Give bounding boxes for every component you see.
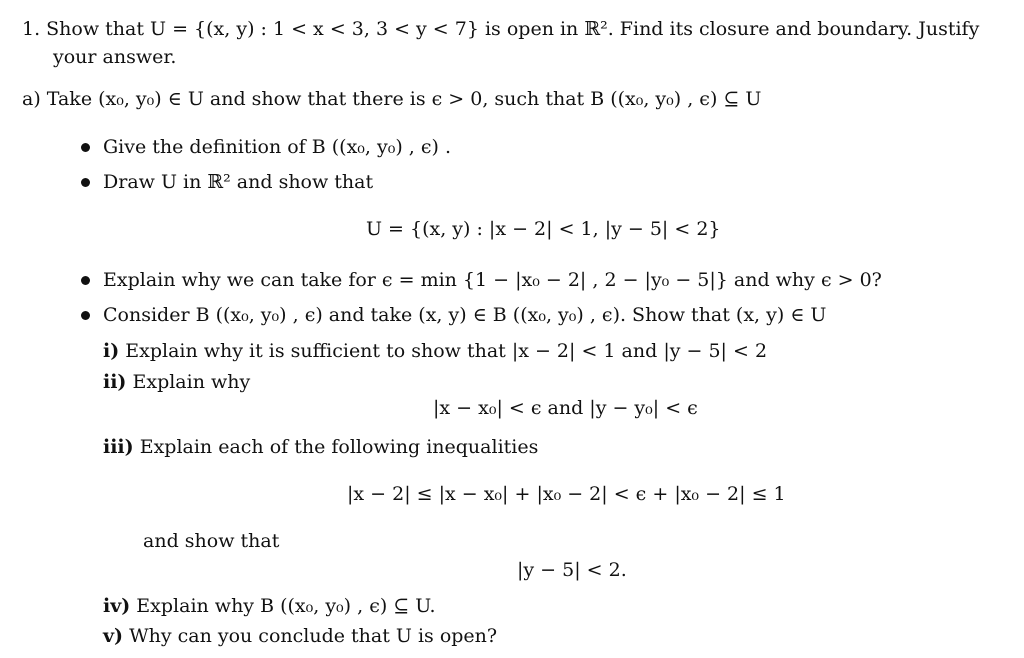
problem-line-1: 1. Show that U = {(x, y) : 1 < x < 3, 3 < y < 7} is open in ℝ². Find its closure and boundary. Justify	[22, 18, 980, 40]
sub-text-ii: Explain why	[132, 371, 251, 393]
sub-text-iii: Explain each of the following inequalities	[139, 436, 539, 458]
bullet-icon	[81, 143, 90, 152]
problem-line-2: your answer.	[53, 46, 177, 68]
equation-iii-2: |y − 5| < 2.	[517, 559, 627, 581]
sub-text-v: Why can you conclude that U is open?	[129, 625, 498, 647]
bullet-icon	[81, 276, 90, 285]
sub-label-v: v)	[103, 625, 124, 647]
sub-text-i: Explain why it is sufficient to show that |x − 2| < 1 and |y − 5| < 2	[125, 340, 768, 362]
bullet-icon	[81, 178, 90, 187]
bullet-1: Give the definition of B ((x₀, y₀) , ϵ) .	[103, 136, 452, 158]
bullet-2: Draw U in ℝ² and show that	[103, 171, 374, 193]
bullet-3: Explain why we can take for ϵ = min {1 − |x₀ − 2| , 2 − |y₀ − 5|} and why ϵ > 0?	[103, 269, 882, 291]
part-a-intro: a) Take (x₀, y₀) ∈ U and show that there is ϵ > 0, such that B ((x₀, y₀) , ϵ) ⊆ U	[22, 88, 762, 110]
sub-label-iii: iii)	[103, 436, 134, 458]
bullet-icon	[81, 311, 90, 320]
equation-iii: |x − 2| ≤ |x − x₀| + |x₀ − 2| < ϵ + |x₀ − 2| ≤ 1	[347, 483, 786, 505]
bullet-4: Consider B ((x₀, y₀) , ϵ) and take (x, y) ∈ B ((x₀, y₀) , ϵ). Show that (x, y) ∈ U	[103, 304, 827, 326]
sub-label-ii: ii)	[103, 371, 127, 393]
sub-question-iii	[103, 438, 538, 457]
sub-label-i: i)	[103, 340, 120, 362]
equation-u-definition: U = {(x, y) : |x − 2| < 1, |y − 5| < 2}	[366, 218, 721, 240]
sub-question-ii	[103, 373, 250, 392]
sub-question-i	[103, 342, 767, 361]
sub-text-iv: Explain why B ((x₀, y₀) , ϵ) ⊆ U.	[136, 595, 436, 617]
and-show-that: and show that	[143, 530, 280, 552]
sub-label-iv: iv)	[103, 595, 131, 617]
sub-question-iv	[103, 597, 436, 616]
sub-question-v	[103, 627, 497, 646]
equation-ii: |x − x₀| < ϵ and |y − y₀| < ϵ	[433, 397, 698, 419]
